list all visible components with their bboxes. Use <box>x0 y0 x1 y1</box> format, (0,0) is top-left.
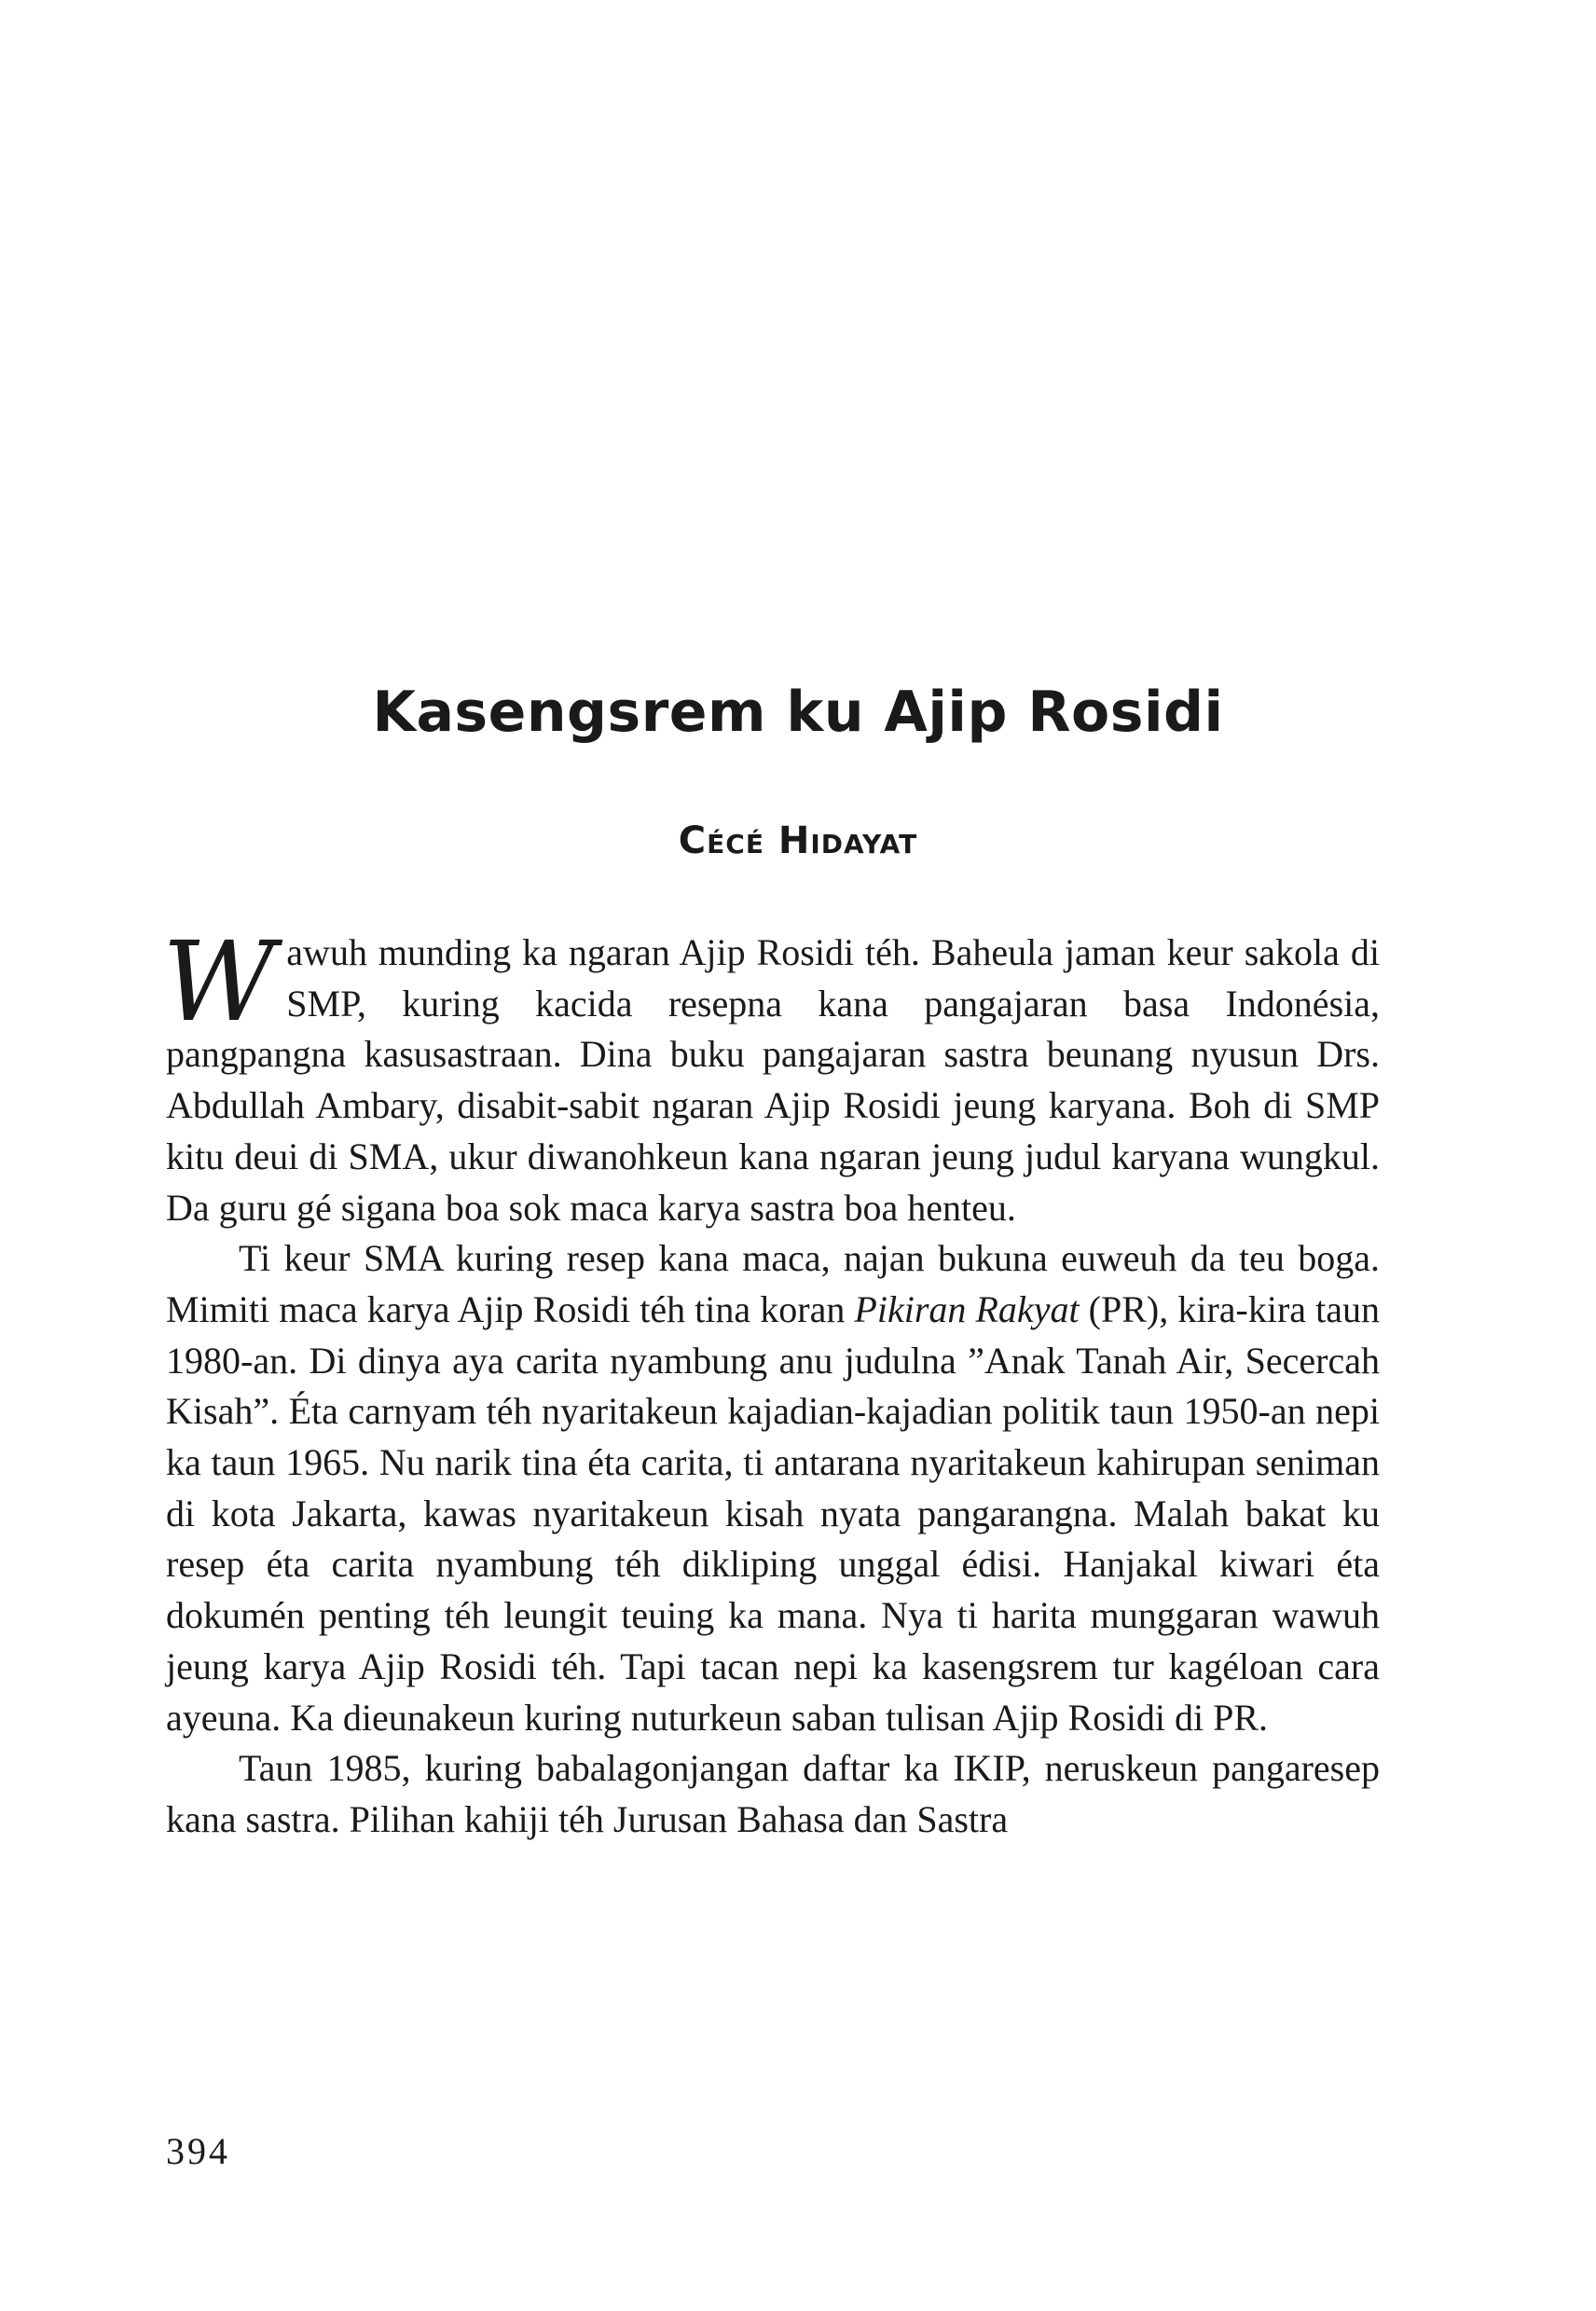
paragraph-2-text-after: (PR), kira-kira taun 1980-an. Di dinya aya carita nyambung anu judulna ”Anak Tanah Air, Secercah Kisah”. Éta carnyam téh nyaritakeun kajadian-kajadian politik taun 1950-an nepi ka taun 1965. Nu narik tina éta carita, ti antarana nyaritakeun kahirupan seniman di kota Jakarta, kawas nyaritakeun kisah nyata pangarangna. Malah bakat ku resep éta carita nyambung téh dikliping unggal édisi. Hanjakal kiwari éta dokumén penting téh leungit teuing ka mana. Nya ti harita munggaran wawuh jeung karya Ajip Rosidi téh. Tapi tacan nepi ka kasengsrem tur kagéloan cara ayeuna. Ka dieunakeun kuring nuturkeun saban tulisan Ajip Rosidi di PR. <box>166 1287 1380 1739</box>
page-number: 394 <box>166 2130 230 2172</box>
newspaper-title: Pikiran Rakyat <box>854 1287 1080 1330</box>
article-body <box>162 917 1380 1846</box>
paragraph-2-text-before: Ti keur SMA kuring resep kana maca, najan bukuna euweuh da teu boga. Mimiti maca karya Ajip Rosidi téh tina koran <box>166 1237 1380 1330</box>
paragraph-3-text: Taun 1985, kuring babalagonjangan daftar ka IKIP, neruskeun pangaresep kana sastra. Pilihan kahiji téh Jurusan Bahasa dan Sastra <box>166 1747 1380 1840</box>
paragraph-1 <box>162 917 1380 1233</box>
article-title: Kasengsrem ku Ajip Rosidi <box>372 680 1224 745</box>
drop-cap: W <box>162 917 276 1046</box>
paragraph-3 <box>166 1743 1380 1845</box>
paragraph-2 <box>166 1233 1380 1743</box>
paragraph-1-text: awuh munding ka ngaran Ajip Rosidi téh. Baheula jaman keur sakola di SMP, kuring kacida resepna kana pangajaran basa Indonésia, pangpangna kasusastraan. Dina buku pangajaran sastra beunang nyusun Drs. Abdullah Ambary, disabit-sabit ngaran Ajip Rosidi jeung karyana. Boh di SMP kitu deui di SMA, ukur diwanohkeun kana ngaran jeung judul karyana wungkul. Da guru gé sigana boa sok maca karya sastra boa henteu. <box>166 931 1380 1229</box>
article-author: Cécé Hidayat <box>678 819 918 862</box>
